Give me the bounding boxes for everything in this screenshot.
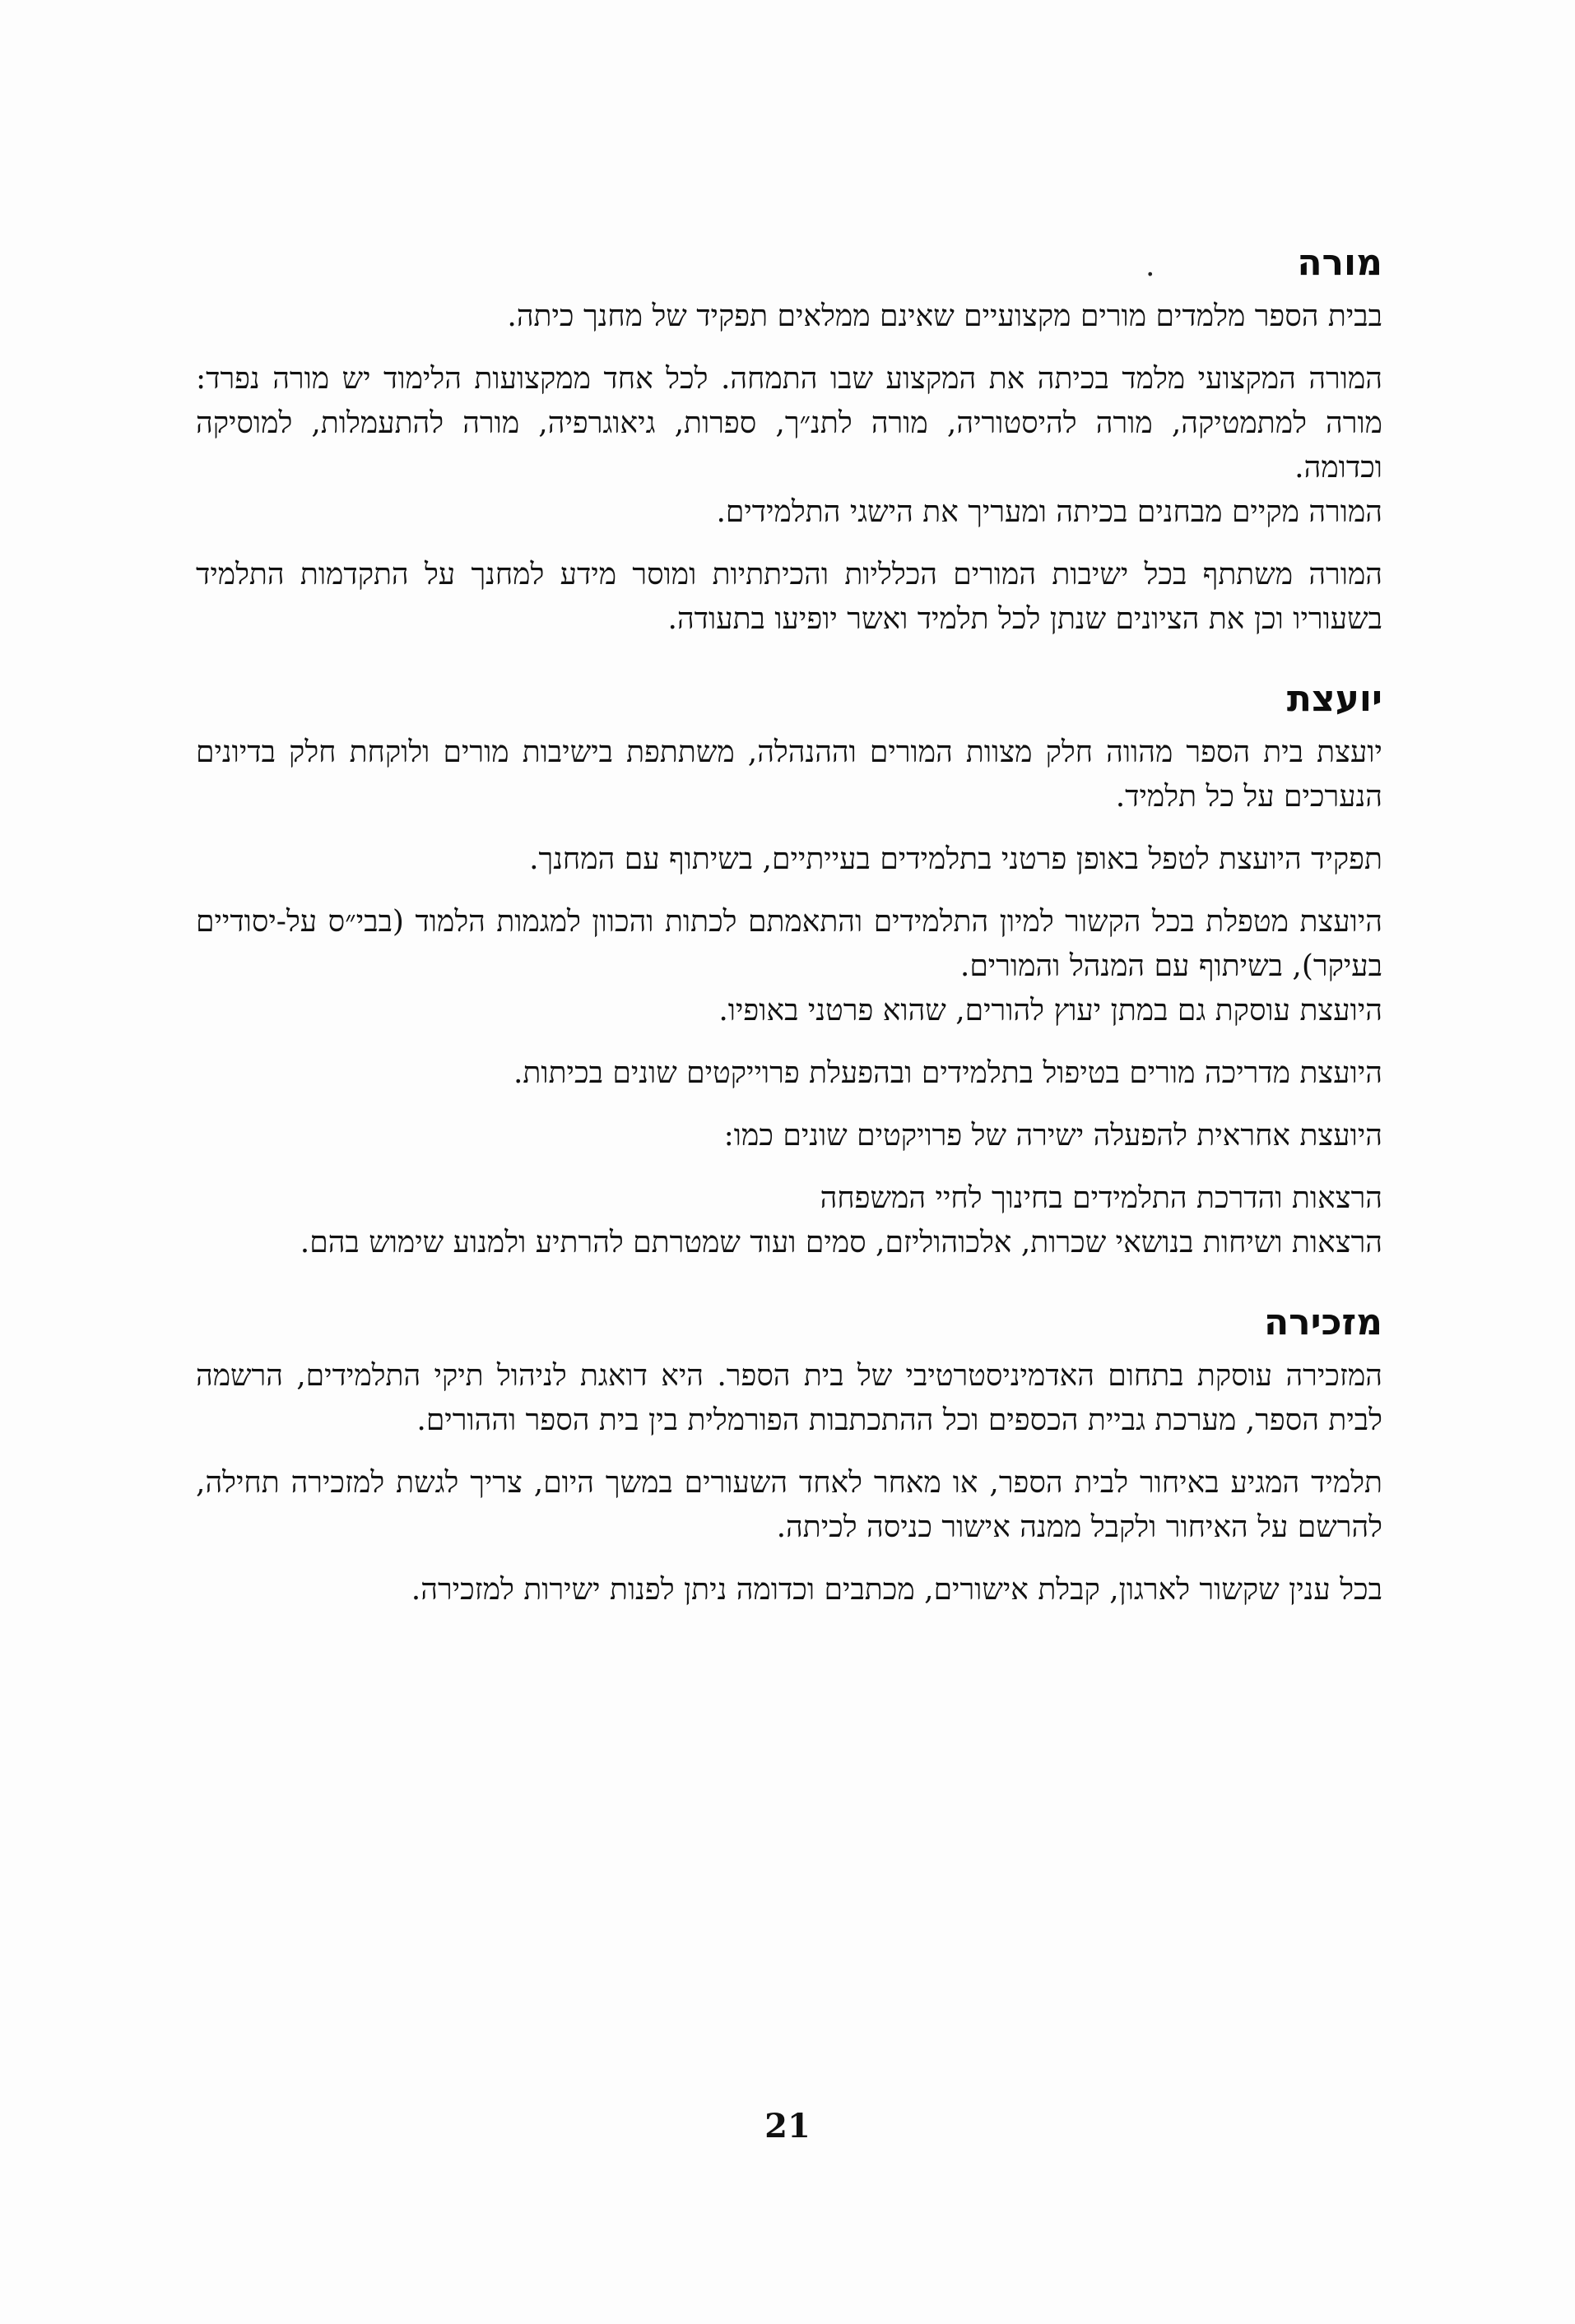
paragraph: הרצאות ושיחות בנושאי שכרות, אלכוהוליזם, סמים ועוד שמטרתם להרתיע ולמנוע שימוש בהם.	[300, 1226, 1382, 1259]
page-content	[196, 239, 1382, 1645]
section-teacher	[196, 239, 1382, 642]
page-number: 21	[764, 2107, 811, 2145]
paragraph: היועצת עוסקת גם במתן יעוץ להורים, שהוא פרטני באופיו.	[718, 994, 1382, 1027]
section-title-secretary: מזכירה	[1263, 1301, 1382, 1343]
paragraph: היועצת מדריכה מורים בטיפול בתלמידים ובהפעלת פרוייקטים שונים בכיתות.	[513, 1056, 1382, 1090]
paragraph: היועצת מטפלת בכל הקשור למיון התלמידים והתאמתם לכתות והכוון למגמות הלמוד (בבי״ס על-יסודיים בעיקר), בשיתוף עם המנהל והמורים.	[196, 905, 1382, 983]
section-counselor	[196, 675, 1382, 1265]
paragraph: תפקיד היועצת לטפל באופן פרטני בתלמידים בעייתיים, בשיתוף עם המחנך.	[529, 842, 1382, 876]
paragraph: המורה המקצועי מלמד בכיתה את המקצוע שבו התמחה. לכל אחד ממקצועות הלימוד יש מורה נפרד: מורה למתמטיקה, מורה להיסטוריה, מורה לתנ״ך, ספרות, גיאוגרפיה, מורה להתעמלות, למוסיקה וכדומה.	[196, 362, 1382, 485]
paragraph: המורה משתתף בכל ישיבות המורים הכלליות והכיתתיות ומוסר מידע למחנך על התקדמות התלמיד בשעוריו וכן את הציונים שנתן לכל תלמיד ואשר יופיעו בתעודה.	[196, 558, 1382, 636]
paragraph: תלמיד המגיע באיחור לבית הספר, או מאחר לאחד השעורים במשך היום, צריך לגשת למזכירה תחילה, להרשם על האיחור ולקבל ממנה אישור כניסה לכיתה.	[196, 1466, 1382, 1544]
paragraph: בכל ענין שקשור לארגון, קבלת אישורים, מכתבים וכדומה ניתן לפנות ישירות למזכירה.	[411, 1573, 1382, 1607]
section-title-counselor: יועצת	[1286, 678, 1382, 720]
paragraph: היועצת אחראית להפעלה ישירה של פרויקטים שונים כמו:	[723, 1119, 1382, 1153]
paragraph: המורה מקיים מבחנים בכיתה ומעריך את הישגי התלמידים.	[716, 495, 1382, 529]
paragraph: יועצת בית הספר מהווה חלק מצוות המורים וההנהלה, משתתפת בישיבות מורים ולוקחת חלק בדיונים הנערכים על כל תלמיד.	[196, 735, 1382, 814]
paragraph: בבית הספר מלמדים מורים מקצועיים שאינם ממלאים תפקיד של מחנך כיתה.	[507, 299, 1382, 333]
paragraph: הרצאות והדרכת התלמידים בחינוך לחיי המשפחה	[820, 1181, 1382, 1215]
section-secretary	[196, 1298, 1382, 1612]
section-title-teacher: מורה	[1297, 242, 1382, 284]
stray-mark: .	[1145, 249, 1155, 283]
paragraph: המזכירה עוסקת בתחום האדמיניסטרטיבי של בית הספר. היא דואגת לניהול תיקי התלמידים, הרשמה לבית הספר, מערכת גביית הכספים וכל ההתכתבות הפורמלית בין בית הספר וההורים.	[196, 1359, 1382, 1437]
